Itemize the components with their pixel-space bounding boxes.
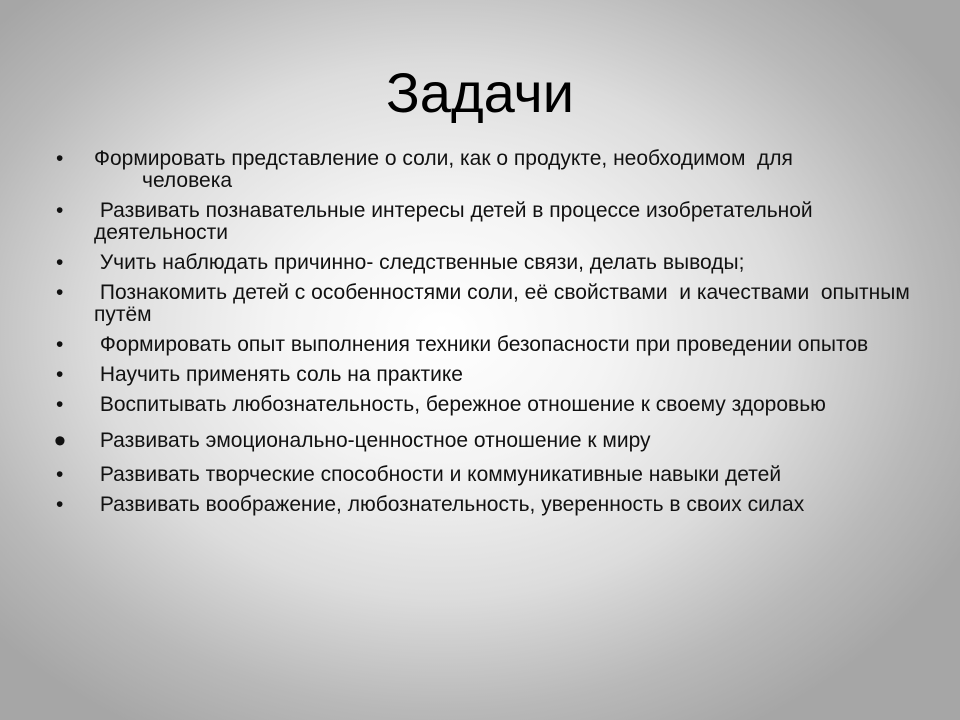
list-item-text: Формировать представление о соли, как о продукте, необходимом для xyxy=(94,147,793,170)
bullet-icon: • xyxy=(56,363,64,386)
list-item xyxy=(0,422,960,460)
list-item-text: Развивать познавательные интересы детей в процессе изобретательной деятельности xyxy=(94,199,819,244)
list-item xyxy=(0,252,960,274)
list-item xyxy=(0,200,960,244)
bullet-icon: • xyxy=(56,393,64,416)
list-item xyxy=(0,394,960,416)
list-item-text-continuation: человека xyxy=(142,169,233,192)
task-list xyxy=(0,148,960,524)
list-item-text: Развивать эмоционально-ценностное отношение к миру xyxy=(94,429,651,452)
bullet-icon: • xyxy=(56,463,64,486)
bullet-icon: • xyxy=(56,493,64,516)
list-item xyxy=(0,494,960,516)
bullet-icon: • xyxy=(56,199,64,222)
list-item-text: Воспитывать любознательность, бережное отношение к своему здоровью xyxy=(94,393,826,416)
bullet-icon: • xyxy=(56,333,64,356)
list-item xyxy=(0,334,960,356)
list-item xyxy=(0,282,960,326)
list-item xyxy=(0,148,960,192)
list-item-text: Учить наблюдать причинно- следственные связи, делать выводы; xyxy=(94,251,745,274)
list-item xyxy=(0,364,960,386)
list-item-text: Развивать воображение, любознательность, уверенность в своих силах xyxy=(94,493,805,516)
bullet-icon: • xyxy=(56,251,64,274)
list-item xyxy=(0,464,960,486)
list-item-text: Формировать опыт выполнения техники безопасности при проведении опытов xyxy=(94,333,869,356)
bullet-icon: • xyxy=(56,147,64,170)
list-item-text: Развивать творческие способности и коммуникативные навыки детей xyxy=(94,463,782,486)
slide-title: Задачи xyxy=(385,61,574,124)
list-item-text: Познакомить детей с особенностями соли, её свойствами и качествами опытным путём xyxy=(94,281,916,326)
list-item-text: Научить применять соль на практике xyxy=(94,363,463,386)
bullet-icon: • xyxy=(56,281,64,304)
bullet-icon: • xyxy=(54,422,66,460)
